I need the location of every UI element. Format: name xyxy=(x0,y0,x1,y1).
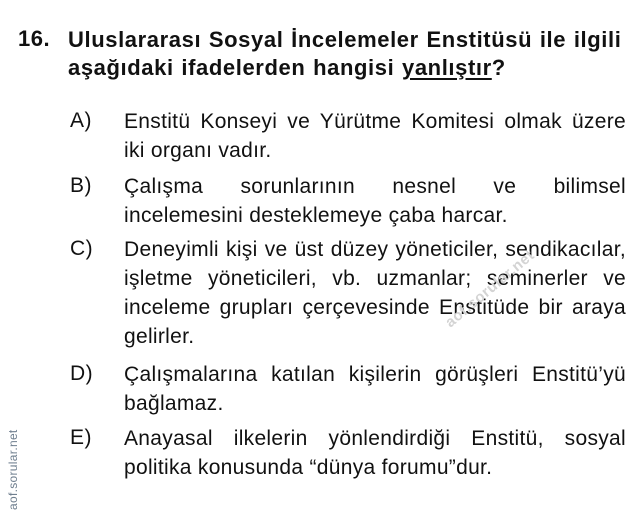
option-letter: B) xyxy=(70,174,92,197)
question-stem-text: Uluslararası Sosyal İncelemeler Enstitüsü ile ilgili aşağıdaki ifadelerden hangisi xyxy=(68,27,622,80)
option-text: Enstitü Konseyi ve Yürütme Komitesi olmak üzere iki organı vadır. xyxy=(124,110,626,162)
option-letter: A) xyxy=(70,109,92,132)
diagonal-watermark: aof.sorular.net xyxy=(442,246,538,332)
option-text: Anayasal ilkelerin yönlendirdiği Enstitü, sosyal politika konusunda “dünya forumu”dur. xyxy=(124,427,626,479)
option-text: Çalışma sorunlarının nesnel ve bilimsel incelemesini desteklemeye çaba harcar. xyxy=(124,175,626,227)
option-text: Deneyimli kişi ve üst düzey yöneticiler, sendikacılar, işletme yöneticileri, vb. uzmanlar; seminerler ve inceleme grupları çerçevesinde Enstitüde bir araya gelirler. xyxy=(124,238,626,348)
side-watermark: aof.sorular.net xyxy=(6,429,20,510)
option-letter: E) xyxy=(70,426,92,449)
option-letter: D) xyxy=(70,362,94,385)
question-mark: ? xyxy=(491,55,506,80)
question-number: 16. xyxy=(18,26,51,51)
question-stem xyxy=(68,26,624,82)
option-text: Çalışmalarına katılan kişilerin görüşleri Enstitü’yü bağlamaz. xyxy=(124,363,626,415)
question-negative-word: yanlıştır xyxy=(402,55,492,80)
option-letter: C) xyxy=(70,237,94,260)
